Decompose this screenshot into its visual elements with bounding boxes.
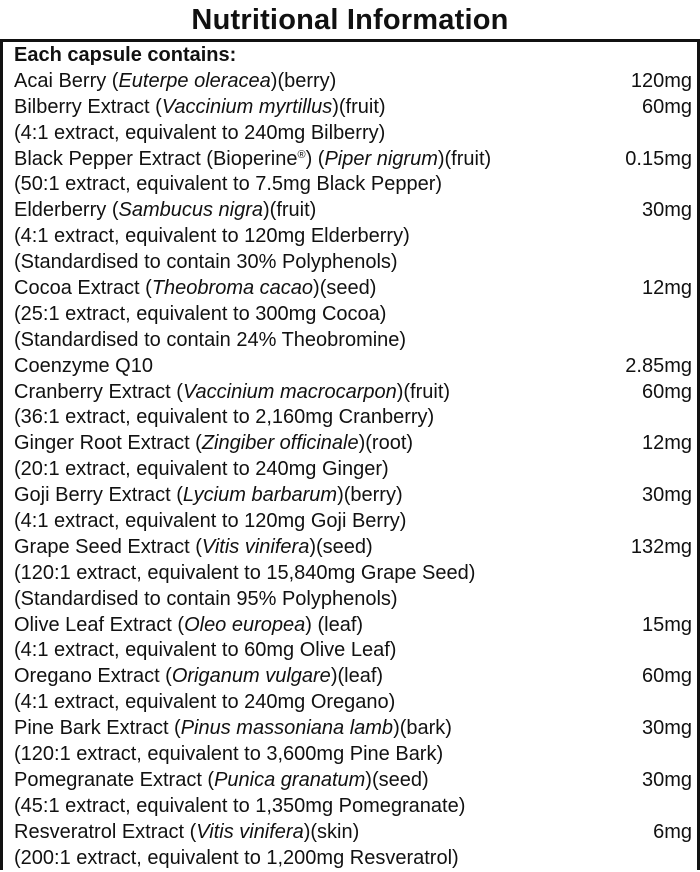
ingredient-row xyxy=(14,276,692,302)
ingredient-name xyxy=(14,354,153,380)
ingredient-latin-name: Sambucus nigra xyxy=(118,199,264,222)
ingredient-note: (120:1 extract, equivalent to 15,840mg Grape Seed) xyxy=(14,561,476,584)
ingredient-amount: 15mg xyxy=(641,613,692,636)
ingredient-plant-part: )(fruit) xyxy=(437,147,492,170)
ingredient-row xyxy=(14,613,692,639)
ingredient-name xyxy=(14,380,450,406)
ingredient-list xyxy=(14,43,692,872)
ingredient-row xyxy=(14,716,692,742)
ingredient-plant-part: )(berry) xyxy=(270,69,337,92)
ingredient-row xyxy=(14,664,692,690)
ingredient-row xyxy=(14,198,692,224)
ingredient-note: (4:1 extract, equivalent to 240mg Bilberry) xyxy=(14,121,386,144)
ingredient-row xyxy=(14,380,692,406)
ingredient-common-name: Cranberry Extract ( xyxy=(14,380,183,403)
ingredient-note: (36:1 extract, equivalent to 2,160mg Cranberry) xyxy=(14,406,435,429)
ingredient-latin-name: Vitis vinifera xyxy=(196,820,304,843)
ingredient-name xyxy=(14,535,373,561)
ingredient-plant-part: )(seed) xyxy=(309,535,373,558)
ingredient-note: (Standardised to contain 95% Polyphenols) xyxy=(14,587,398,610)
ingredient-plant-part: )(root) xyxy=(358,432,414,455)
ingredient-amount: 132mg xyxy=(630,535,692,558)
ingredient-common-name: Pomegranate Extract ( xyxy=(14,768,215,791)
ingredient-common-name: Goji Berry Extract ( xyxy=(14,484,183,507)
title-divider xyxy=(0,39,700,42)
ingredient-amount: 120mg xyxy=(630,69,692,92)
ingredient-plant-part: )(berry) xyxy=(337,484,403,507)
ingredient-note: (4:1 extract, equivalent to 120mg Goji Berry) xyxy=(14,510,407,533)
ingredient-common-name: Bilberry Extract ( xyxy=(14,95,162,118)
ingredient-name xyxy=(14,716,452,742)
registered-mark: ® xyxy=(297,148,306,161)
ingredient-plant-part: )(fruit) xyxy=(396,380,451,403)
ingredient-name xyxy=(14,820,359,846)
ingredient-note: (50:1 extract, equivalent to 7.5mg Black Pepper) xyxy=(14,173,443,196)
page-title: Nutritional Information xyxy=(191,4,509,36)
section-heading: Each capsule contains: xyxy=(14,44,237,66)
ingredient-latin-name: Euterpe oleracea xyxy=(118,69,271,92)
ingredient-row xyxy=(14,69,692,95)
ingredient-plant-part: )(fruit) xyxy=(332,95,386,118)
ingredient-common-name: Coenzyme Q10 xyxy=(14,354,153,377)
ingredient-latin-name: Theobroma cacao xyxy=(151,277,314,300)
ingredient-latin-name: Piper nigrum xyxy=(324,147,438,170)
ingredient-common-name: Black Pepper Extract (Bioperine xyxy=(14,147,298,170)
ingredient-note: (4:1 extract, equivalent to 60mg Olive Leaf) xyxy=(14,639,397,662)
ingredient-latin-name: Punica granatum xyxy=(214,768,366,791)
ingredient-amount: 0.15mg xyxy=(625,147,692,170)
ingredient-note: (45:1 extract, equivalent to 1,350mg Pomegranate) xyxy=(14,794,466,817)
ingredient-note: (Standardised to contain 24% Theobromine) xyxy=(14,328,407,351)
ingredient-note: (20:1 extract, equivalent to 240mg Ginger) xyxy=(14,458,389,481)
panel-border-left xyxy=(0,40,3,870)
ingredient-plant-part: )(bark) xyxy=(393,717,452,740)
ingredient-row xyxy=(14,95,692,121)
ingredient-row xyxy=(14,768,692,794)
ingredient-name xyxy=(14,69,336,95)
ingredient-plant-part: ) (leaf) xyxy=(305,613,364,636)
ingredient-row xyxy=(14,820,692,846)
ingredient-name xyxy=(14,613,363,639)
ingredient-row xyxy=(14,354,692,380)
ingredient-common-name: Pine Bark Extract ( xyxy=(14,717,181,740)
ingredient-amount: 60mg xyxy=(641,95,692,118)
ingredient-name xyxy=(14,483,403,509)
ingredient-latin-name: Origanum vulgare xyxy=(171,665,331,688)
ingredient-row xyxy=(14,431,692,457)
ingredient-note: (25:1 extract, equivalent to 300mg Cocoa) xyxy=(14,302,387,325)
ingredient-name-continued: ) ( xyxy=(305,147,325,170)
ingredient-common-name: Grape Seed Extract ( xyxy=(14,535,202,558)
ingredient-row xyxy=(14,535,692,561)
ingredient-name xyxy=(14,664,383,690)
ingredient-name xyxy=(14,276,376,302)
ingredient-common-name: Acai Berry ( xyxy=(14,69,119,92)
ingredient-plant-part: )(seed) xyxy=(313,277,377,300)
ingredient-common-name: Ginger Root Extract ( xyxy=(14,432,202,455)
ingredient-latin-name: Vitis vinifera xyxy=(201,535,310,558)
ingredient-amount: 12mg xyxy=(641,432,692,455)
ingredient-note: (Standardised to contain 30% Polyphenols) xyxy=(14,251,398,274)
ingredient-amount: 30mg xyxy=(641,768,692,791)
ingredient-amount: 30mg xyxy=(641,484,692,507)
ingredient-row xyxy=(14,483,692,509)
ingredient-name xyxy=(14,198,316,224)
ingredient-amount: 60mg xyxy=(641,665,692,688)
ingredient-amount: 6mg xyxy=(653,820,692,843)
ingredient-plant-part: )(leaf) xyxy=(330,665,384,688)
ingredient-amount: 30mg xyxy=(641,199,692,222)
ingredient-amount: 12mg xyxy=(641,277,692,300)
ingredient-latin-name: Vaccinium macrocarpon xyxy=(182,380,397,403)
ingredient-note: (200:1 extract, equivalent to 1,200mg Resveratrol) xyxy=(14,846,459,869)
ingredient-common-name: Elderberry ( xyxy=(14,199,119,222)
ingredient-name xyxy=(14,147,491,173)
ingredient-latin-name: Oleo europea xyxy=(184,613,306,636)
ingredient-latin-name: Pinus massoniana lamb xyxy=(180,717,394,740)
ingredient-common-name: Oregano Extract ( xyxy=(14,665,172,688)
ingredient-amount: 60mg xyxy=(641,380,692,403)
ingredient-note: (4:1 extract, equivalent to 240mg Oregano) xyxy=(14,691,396,714)
ingredient-plant-part: )(fruit) xyxy=(263,199,317,222)
ingredient-row xyxy=(14,147,692,173)
ingredient-name xyxy=(14,768,429,794)
ingredient-common-name: Resveratrol Extract ( xyxy=(14,820,197,843)
ingredient-common-name: Olive Leaf Extract ( xyxy=(14,613,185,636)
ingredient-common-name: Cocoa Extract ( xyxy=(14,277,152,300)
ingredient-latin-name: Lycium barbarum xyxy=(182,484,338,507)
ingredient-plant-part: )(seed) xyxy=(365,768,429,791)
ingredient-note: (120:1 extract, equivalent to 3,600mg Pine Bark) xyxy=(14,743,444,766)
ingredient-name xyxy=(14,431,413,457)
ingredient-latin-name: Vaccinium myrtillus xyxy=(161,95,333,118)
ingredient-plant-part: )(skin) xyxy=(303,820,360,843)
ingredient-note: (4:1 extract, equivalent to 120mg Elderberry) xyxy=(14,225,410,248)
ingredient-latin-name: Zingiber officinale xyxy=(201,432,359,455)
ingredient-name xyxy=(14,95,386,121)
ingredient-amount: 30mg xyxy=(641,717,692,740)
ingredient-amount: 2.85mg xyxy=(625,354,692,377)
